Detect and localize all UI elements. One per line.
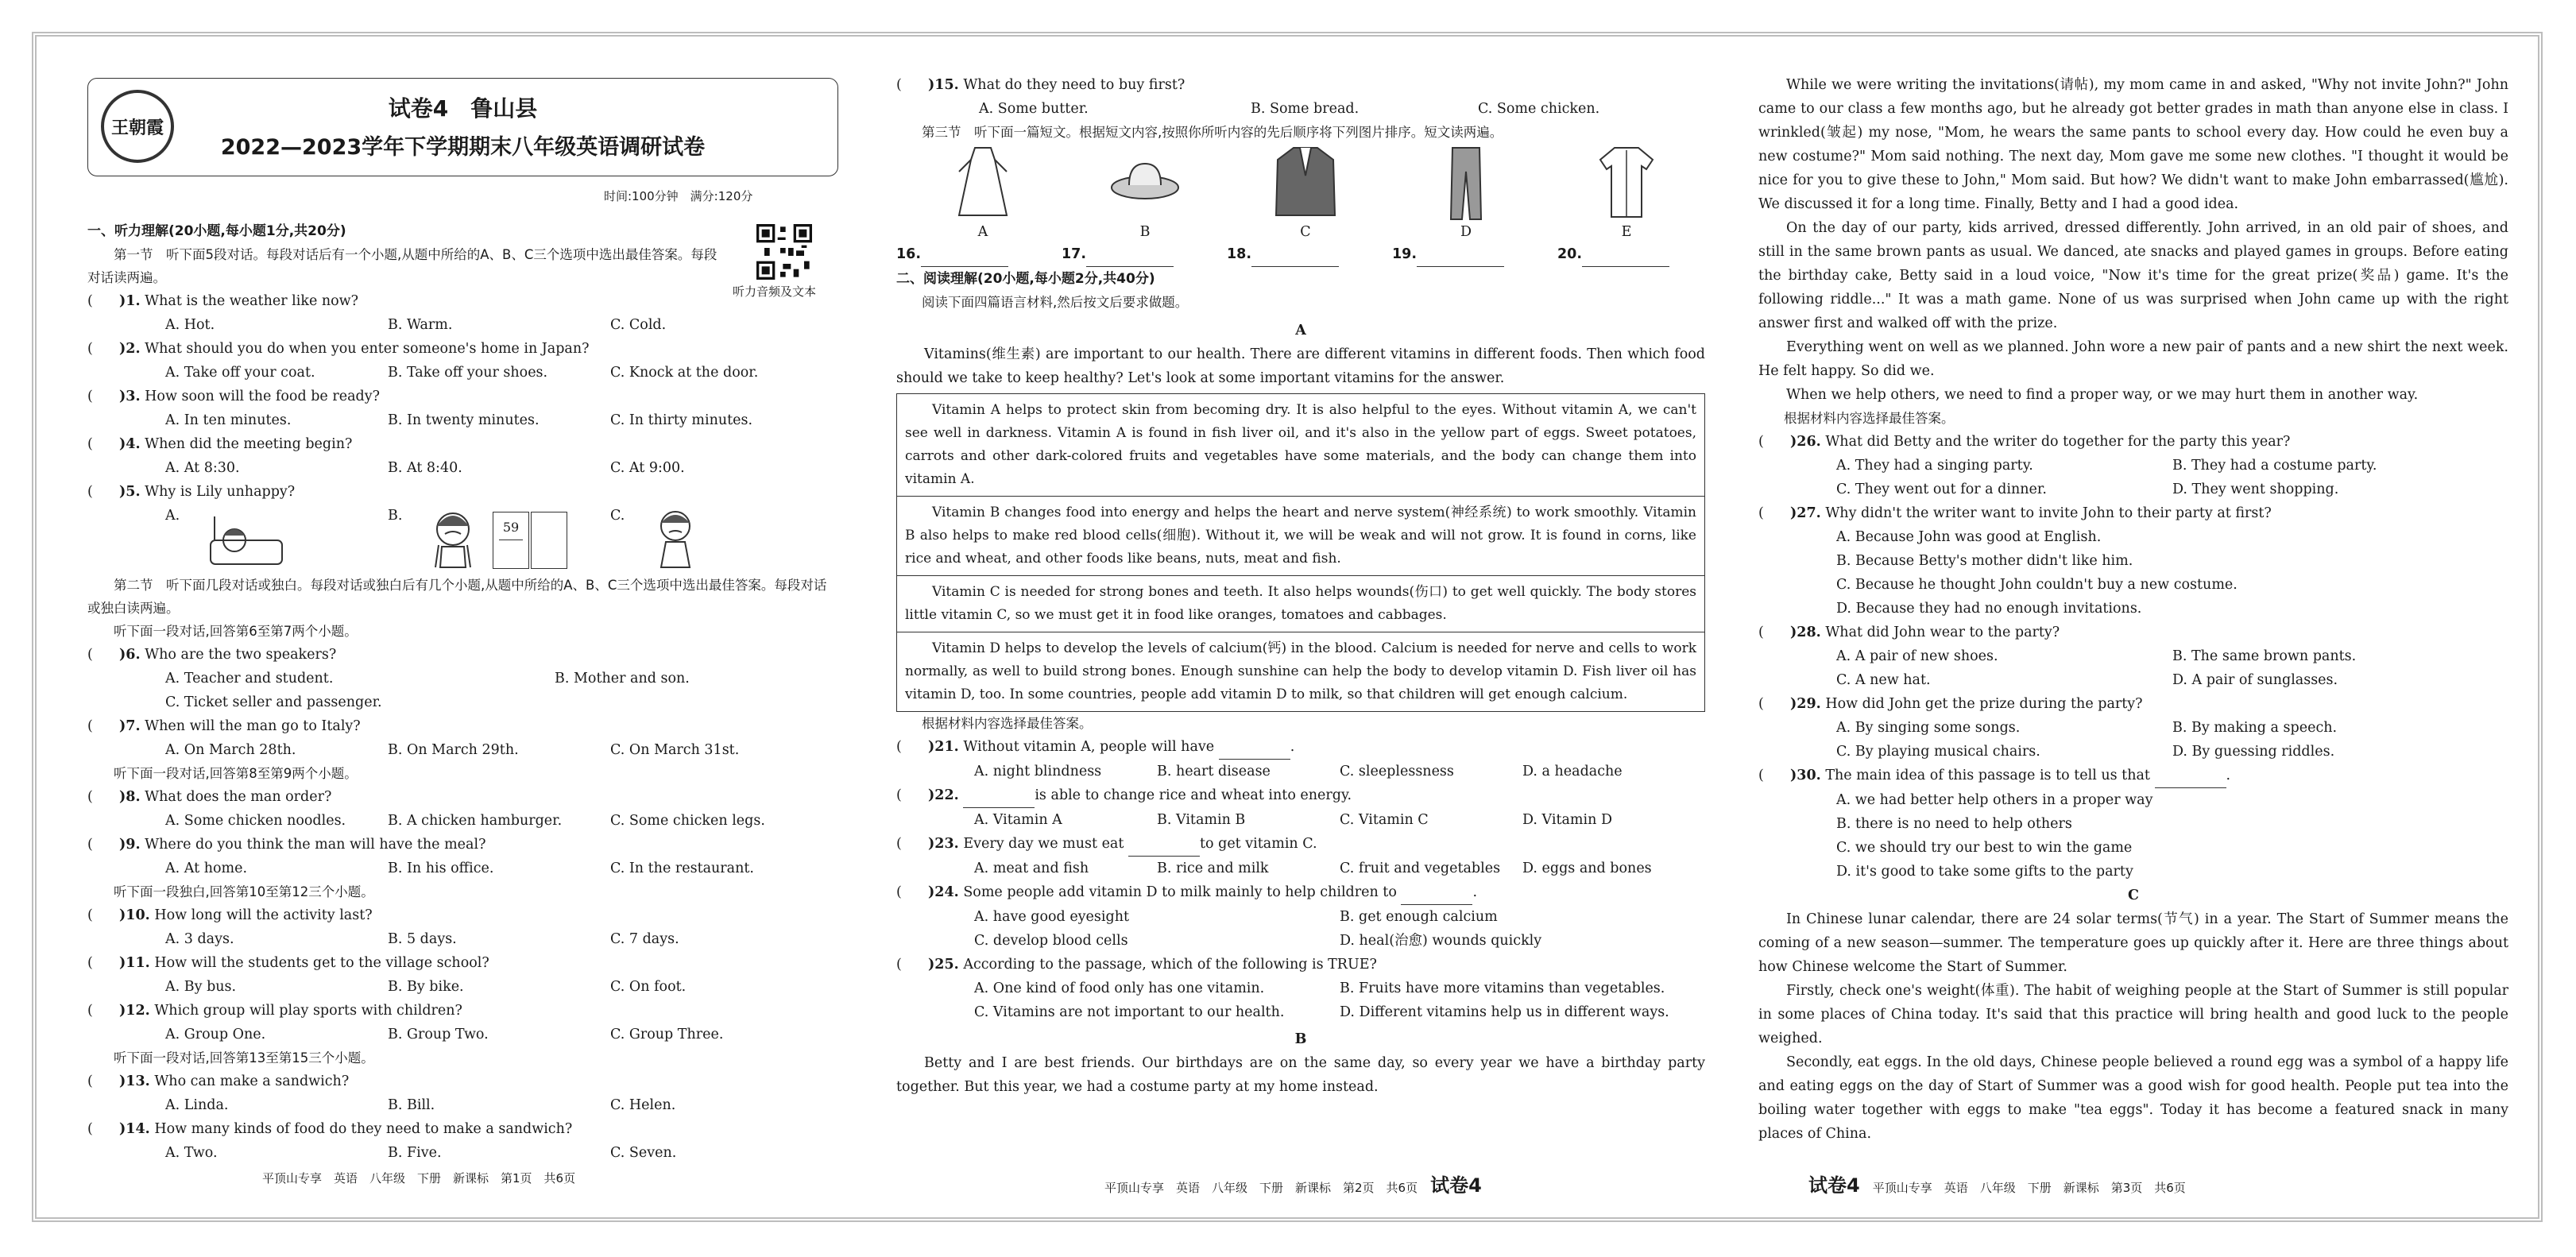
option[interactable]: B. Take off your shoes.	[388, 365, 548, 381]
question-1: ( )1. What is the weather like now?	[87, 293, 359, 309]
option[interactable]: A.	[165, 508, 180, 524]
picture-label: E	[1621, 224, 1632, 240]
dress-icon	[947, 144, 1019, 223]
column-1	[87, 219, 838, 1165]
question-23: ( )23. Every day we must eat to get vitamin C.	[896, 832, 1705, 857]
option[interactable]: C.	[610, 508, 625, 524]
option[interactable]: C. A new hat.	[1836, 672, 1931, 688]
option[interactable]: A. 3 days.	[165, 931, 234, 947]
option[interactable]: B. there is no need to help others	[1836, 816, 2072, 832]
option[interactable]: B. On March 29th.	[388, 742, 519, 758]
option[interactable]: B. Vitamin B	[1157, 812, 1246, 828]
option[interactable]: C. 7 days.	[610, 931, 679, 947]
option[interactable]: C. Because he thought John couldn't buy a new costume.	[1836, 577, 2238, 593]
option[interactable]: C. In thirty minutes.	[610, 412, 753, 428]
question-26: ( )26. What did Betty and the writer do together for the party this year?	[1758, 434, 2291, 450]
reading-heading: 二、阅读理解(20小题,每小题2分,共40分)	[896, 271, 1155, 287]
reading-instruction: 阅读下面四篇语言材料,然后按文后要求做题。	[922, 295, 1189, 310]
answer-blank[interactable]	[1582, 242, 1669, 267]
answer-blank[interactable]	[2155, 764, 2226, 788]
option[interactable]: B. They had a costume party.	[2172, 458, 2377, 474]
vitamin-a-box: Vitamin A helps to protect skin from becoming dry. It is also helpful to the eyes. Without vitamin A, we can't see well in darkness. Vitamin A is found in fish liver oil, and it's also in the yellow part of eggs. Sweet potatoes, carrots and other dark-colored fruits and vegetables have some materials, and the body can change them into vitamin A.	[896, 393, 1705, 497]
passage-c-title: C	[2128, 888, 2139, 903]
option[interactable]: A. On March 28th.	[165, 742, 296, 758]
option[interactable]: A. They had a singing party.	[1836, 458, 2033, 474]
option[interactable]: C. Group Three.	[610, 1027, 724, 1042]
sub-instruction: 听下面一段独白,回答第10至第12三个小题。	[114, 884, 374, 899]
option[interactable]: D. eggs and bones	[1522, 861, 1652, 876]
option[interactable]: C. sleeplessness	[1340, 764, 1454, 779]
question-4: ( )4. When did the meeting begin?	[87, 436, 353, 452]
sub-instruction: 听下面一段对话,回答第6至第7两个小题。	[114, 624, 358, 639]
option[interactable]: D. They went shopping.	[2172, 482, 2339, 497]
option[interactable]: B. Warm.	[388, 317, 453, 333]
option[interactable]: B. heart disease	[1157, 764, 1271, 779]
option[interactable]: A. have good eyesight	[974, 909, 1129, 925]
test-paper-icon: 59	[493, 512, 529, 569]
option[interactable]: A. Some chicken noodles.	[165, 813, 346, 829]
option[interactable]: B. By making a speech.	[2172, 720, 2338, 736]
option[interactable]: D. Because they had no enough invitations.	[1836, 601, 2142, 617]
option[interactable]: B. Bill.	[388, 1097, 435, 1113]
option[interactable]: C. Knock at the door.	[610, 365, 759, 381]
option[interactable]: B. Mother and son.	[555, 671, 690, 687]
option[interactable]: A. Vitamin A	[974, 812, 1062, 828]
time-info: 时间:100分钟 满分:120分	[604, 189, 753, 203]
question-29: ( )29. How did John get the prize during the party?	[1758, 696, 2143, 712]
question-25: ( )25. According to the passage, which of the following is TRUE?	[896, 957, 1377, 973]
option[interactable]: D. heal(治愈) wounds quickly	[1340, 933, 1542, 949]
question-21: ( )21. Without vitamin A, people will have .	[896, 735, 1705, 760]
listening-heading: 一、听力理解(20小题,每小题1分,共20分)	[87, 223, 346, 239]
option[interactable]: C. Some chicken legs.	[610, 813, 765, 829]
option[interactable]: B.	[388, 508, 403, 524]
column-2	[896, 73, 1705, 1099]
sub-instruction: 听下面一段对话,回答第13至第15三个小题。	[114, 1050, 374, 1066]
passage-b-paragraph-2: While we were writing the invitations(请帖), my mom came in and asked, "Why not invite John?" John came to our class a few months ago, but he already got better grades in math than anyone else in class. I wrinkled(皱起) my nose, "Mom, he wears the same pants to school every day. How could he even buy a new costume?" Mom said nothing. The next day, Mom gave me some new clothes. "I thought it would be nice for you to give these to John," Mom said. But how? We didn't want to make John embarrassed(尴尬). We discussed it for a long time. Finally, Betty and I had a good idea.	[1758, 77, 2508, 212]
answer-blank[interactable]	[1219, 735, 1290, 760]
answer-blank[interactable]	[1251, 242, 1339, 267]
publisher-logo: 王朝霞	[101, 90, 174, 163]
option[interactable]: A. In ten minutes.	[165, 412, 292, 428]
option[interactable]: B. rice and milk	[1157, 861, 1269, 876]
option[interactable]: D. it's good to take some gifts to the party	[1836, 864, 2133, 880]
vitamin-d-box: Vitamin D helps to develop the levels of calcium(钙) in the blood. Calcium is needed for nerve and cells to work normally, as well to build strong bones. Enough sunshine can help the body to develop vitamin D. Fish liver oil has vitamin D, too. In some countries, people add vitamin D to milk, so that children will get enough calcium.	[896, 632, 1705, 712]
paper-title: 试卷4 鲁山县	[388, 95, 538, 122]
answer-blank[interactable]	[1417, 242, 1504, 267]
question-6: ( )6. Who are the two speakers?	[87, 647, 337, 663]
picture-label: D	[1460, 224, 1472, 240]
footer-page-1: 平顶山专享 英语 八年级 下册 新课标 第1页 共6页	[262, 1171, 576, 1185]
answer-blanks-16-20: 16. 17. 18. 19. 20.	[896, 242, 1705, 267]
answer-blank[interactable]	[921, 242, 1008, 267]
option[interactable]: C. They went out for a dinner.	[1836, 482, 2047, 497]
sec1-instruction: 第一节 听下面5段对话。每段对话后有一个小题,从题中所给的A、B、C三个选项中选出最佳答案。每段对话读两遍。	[87, 247, 717, 285]
sec2-instruction: 第二节 听下面几段对话或独白。每段对话或独白后有几个小题,从题中所给的A、B、C三个选项中选出最佳答案。每段对话或独白读两遍。	[87, 578, 827, 616]
question-7: ( )7. When will the man go to Italy?	[87, 718, 361, 734]
answer-blank[interactable]	[1128, 832, 1200, 857]
passage-a-intro: Vitamins(维生素) are important to our health. There are different vitamins in different foods. Then which food should we take to keep healthy? Let's look at some important vitamins for the answer.	[896, 346, 1705, 386]
option[interactable]: B. Because Betty's mother didn't like him.	[1836, 553, 2133, 569]
option[interactable]: C. On March 31st.	[610, 742, 740, 758]
option[interactable]: A. night blindness	[974, 764, 1102, 779]
question-2: ( )2. What should you do when you enter someone's home in Japan?	[87, 341, 590, 357]
passage-b-paragraph-3: On the day of our party, kids arrived, dressed differently. John arrived, in an old pair of shoes, and still in the same brown pants as usual. We danced, ate snacks and played games in groups. Before eating the birthday cake, Betty said in a loud voice, "Now it's time for the great prize(奖品) game. It's the following riddle..." It was a math game. None of us was surprised when John came up with the right answer first and walked off with the prize.	[1758, 220, 2508, 331]
footer-page-2: 平顶山专享 英语 八年级 下册 新课标 第2页 共6页 试卷4	[1104, 1174, 1482, 1197]
passage-c-paragraph-1: In Chinese lunar calendar, there are 24 solar terms(节气) in a year. The Start of Summer means the coming of a new season—summer. The temperature goes up quickly after it. Here are three things about how Chinese welcome the Start of Summer.	[1758, 911, 2508, 975]
option[interactable]: A. One kind of food only has one vitamin.	[974, 980, 1265, 996]
option[interactable]: B. Five.	[388, 1145, 442, 1161]
option[interactable]: C. Helen.	[610, 1097, 676, 1113]
column-3	[1758, 73, 2508, 1146]
option[interactable]: B. A chicken hamburger.	[388, 813, 563, 829]
passage-c-paragraph-2: Firstly, check one's weight(体重). The habit of weighing people at the Start of Summer is still popular in some places of China today. It's said that this practice will bring health and good luck to the people weighed.	[1758, 983, 2508, 1046]
option[interactable]: A. Linda.	[165, 1097, 229, 1113]
picture-label: C	[1300, 224, 1311, 240]
passage-b-paragraph-5: When we help others, we need to find a proper way, or we may hurt them in another way.	[1786, 387, 2419, 403]
option[interactable]: A. By singing some songs.	[1836, 720, 2021, 736]
passage-b-paragraph-4: Everything went on well as we planned. John wore a new pair of pants and a new shirt the next week. He felt happy. So did we.	[1758, 339, 2508, 379]
question-8: ( )8. What does the man order?	[87, 789, 332, 805]
option[interactable]: A. Group One.	[165, 1027, 266, 1042]
option[interactable]: A. At 8:30.	[165, 460, 240, 476]
passage-a-title: A	[1295, 323, 1306, 338]
option[interactable]: C. Vitamin C	[1340, 812, 1429, 828]
option[interactable]: A. we had better help others in a proper way	[1836, 792, 2153, 808]
passage-b-requirement: 根据材料内容选择最佳答案。	[1784, 411, 1955, 426]
option[interactable]: C. Seven.	[610, 1145, 677, 1161]
option[interactable]: A. Teacher and student.	[165, 671, 334, 687]
question-12: ( )12. Which group will play sports with children?	[87, 1003, 462, 1019]
option[interactable]: A. Hot.	[165, 317, 215, 333]
option[interactable]: B. The same brown pants.	[2172, 648, 2357, 664]
shirt-icon	[1591, 144, 1662, 223]
option[interactable]: A. Some butter.	[979, 101, 1089, 117]
question-27: ( )27. Why didn't the writer want to invite John to their party at first?	[1758, 505, 2272, 521]
paper-subtitle: 2022—2023学年下学期期末八年级英语调研试卷	[220, 135, 706, 160]
footer-page-3: 试卷4 平顶山专享 英语 八年级 下册 新课标 第3页 共6页	[1808, 1174, 2186, 1197]
option[interactable]: B. At 8:40.	[388, 460, 462, 476]
option[interactable]: A. A pair of new shoes.	[1836, 648, 1998, 664]
question-14: ( )14. How many kinds of food do they need to make a sandwich?	[87, 1121, 573, 1137]
option[interactable]: C. fruit and vegetables	[1340, 861, 1501, 876]
question-28: ( )28. What did John wear to the party?	[1758, 625, 2060, 640]
question-15: ( )15. What do they need to buy first?	[896, 77, 1186, 93]
option[interactable]: B. In twenty minutes.	[388, 412, 540, 428]
question-9: ( )9. Where do you think the man will have the meal?	[87, 837, 486, 853]
question-24: ( )24. Some people add vitamin D to milk mainly to help children to .	[896, 880, 1705, 905]
option[interactable]: B. 5 days.	[388, 931, 457, 947]
option[interactable]: C. In the restaurant.	[610, 861, 754, 876]
sad-girl-icon	[644, 505, 707, 570]
question-3: ( )3. How soon will the food be ready?	[87, 389, 380, 404]
passage-b-title: B	[1294, 1031, 1307, 1047]
option[interactable]: C. On foot.	[610, 979, 687, 995]
option[interactable]: A. At home.	[165, 861, 248, 876]
option[interactable]: A. By bus.	[165, 979, 237, 995]
q5-pictures	[87, 504, 838, 574]
question-22: ( )22. is able to change rice and wheat into energy.	[896, 783, 1705, 808]
pants-icon	[1430, 144, 1502, 223]
picture-row	[896, 144, 1705, 239]
option[interactable]: C. Cold.	[610, 317, 667, 333]
option[interactable]: C. Vitamins are not important to our health.	[974, 1004, 1285, 1020]
option[interactable]: D. A pair of sunglasses.	[2172, 672, 2338, 688]
option[interactable]: D. Vitamin D	[1522, 812, 1612, 828]
option[interactable]: B. Some bread.	[1251, 101, 1360, 117]
option[interactable]: B. Fruits have more vitamins than vegetables.	[1340, 980, 1665, 996]
passage-b-paragraph-1: Betty and I are best friends. Our birthdays are on the same day, so every year we have a birthday party together. But this year, we had a costume party at my home instead.	[896, 1055, 1705, 1095]
answer-blank[interactable]	[1086, 242, 1174, 267]
passage-c-paragraph-3: Secondly, eat eggs. In the old days, Chinese people believed a round egg was a symbol of a happy life and eating eggs on the day of Start of Summer was a good wish for good health. People put tea into the boiling water together with eggs to make "tea eggs". Today it has become a featured snack in many places of China.	[1758, 1054, 2508, 1142]
option[interactable]: B. By bike.	[388, 979, 464, 995]
question-11: ( )11. How will the students get to the village school?	[87, 955, 489, 971]
option[interactable]: C. By playing musical chairs.	[1836, 744, 2040, 760]
question-13: ( )13. Who can make a sandwich?	[87, 1073, 350, 1089]
test-paper-icon	[531, 512, 567, 569]
sleeping-girl-icon	[207, 509, 286, 572]
vitamin-table	[896, 393, 1705, 712]
option[interactable]: A. meat and fish	[974, 861, 1089, 876]
option[interactable]: D. By guessing riddles.	[2172, 744, 2335, 760]
option[interactable]: A. Take off your coat.	[165, 365, 315, 381]
sec3-instruction: 第三节 听下面一篇短文。根据短文内容,按照你所听内容的先后顺序将下列图片排序。短文读两遍。	[922, 125, 1503, 140]
option[interactable]: A. Two.	[165, 1145, 218, 1161]
suit-jacket-icon	[1270, 144, 1341, 223]
vitamin-b-box: Vitamin B changes food into energy and helps the heart and nerve system(神经系统) to work smoothly. Vitamin B also helps to make red blood cells(细胞). Without it, we will be weak and will not grow. It is found in corns, like rice and wheat, and other foods like beans, nuts, meat and fish.	[896, 497, 1705, 576]
option[interactable]: C. Some chicken.	[1478, 101, 1600, 117]
question-5: ( )5. Why is Lily unhappy?	[87, 484, 296, 500]
option[interactable]: B. In his office.	[388, 861, 494, 876]
picture-label: B	[1139, 224, 1151, 240]
passage-a-requirement: 根据材料内容选择最佳答案。	[922, 716, 1093, 731]
vitamin-c-box: Vitamin C is needed for strong bones and teeth. It also helps wounds(伤口) to get well quickly. The body stores little vitamin C, so we must get it in food like oranges, tomatoes and cabbages.	[896, 576, 1705, 632]
exam-header	[87, 78, 838, 176]
option[interactable]: C. we should try our best to win the game	[1836, 840, 2133, 856]
paper-tag: 试卷4	[1808, 1174, 1860, 1197]
hat-icon	[1109, 144, 1181, 223]
option[interactable]: B. Group Two.	[388, 1027, 489, 1042]
option[interactable]: A. Because John was good at English.	[1836, 529, 2102, 545]
answer-blank[interactable]	[1401, 880, 1472, 905]
crying-girl-icon	[421, 505, 485, 570]
paper-tag: 试卷4	[1430, 1174, 1482, 1197]
option[interactable]: C. Ticket seller and passenger.	[165, 694, 382, 710]
option[interactable]: D. a headache	[1522, 764, 1623, 779]
question-30: ( )30. The main idea of this passage is to tell us that .	[1758, 764, 2508, 788]
sub-instruction: 听下面一段对话,回答第8至第9两个小题。	[114, 766, 358, 781]
answer-blank[interactable]	[963, 783, 1035, 808]
picture-label: A	[977, 224, 988, 240]
option[interactable]: D. Different vitamins help us in different ways.	[1340, 1004, 1669, 1020]
qr-label: 听力音频及文本	[733, 284, 817, 299]
question-10: ( )10. How long will the activity last?	[87, 907, 373, 923]
option[interactable]: C. At 9:00.	[610, 460, 685, 476]
option[interactable]: C. develop blood cells	[974, 933, 1128, 949]
option[interactable]: B. get enough calcium	[1340, 909, 1498, 925]
